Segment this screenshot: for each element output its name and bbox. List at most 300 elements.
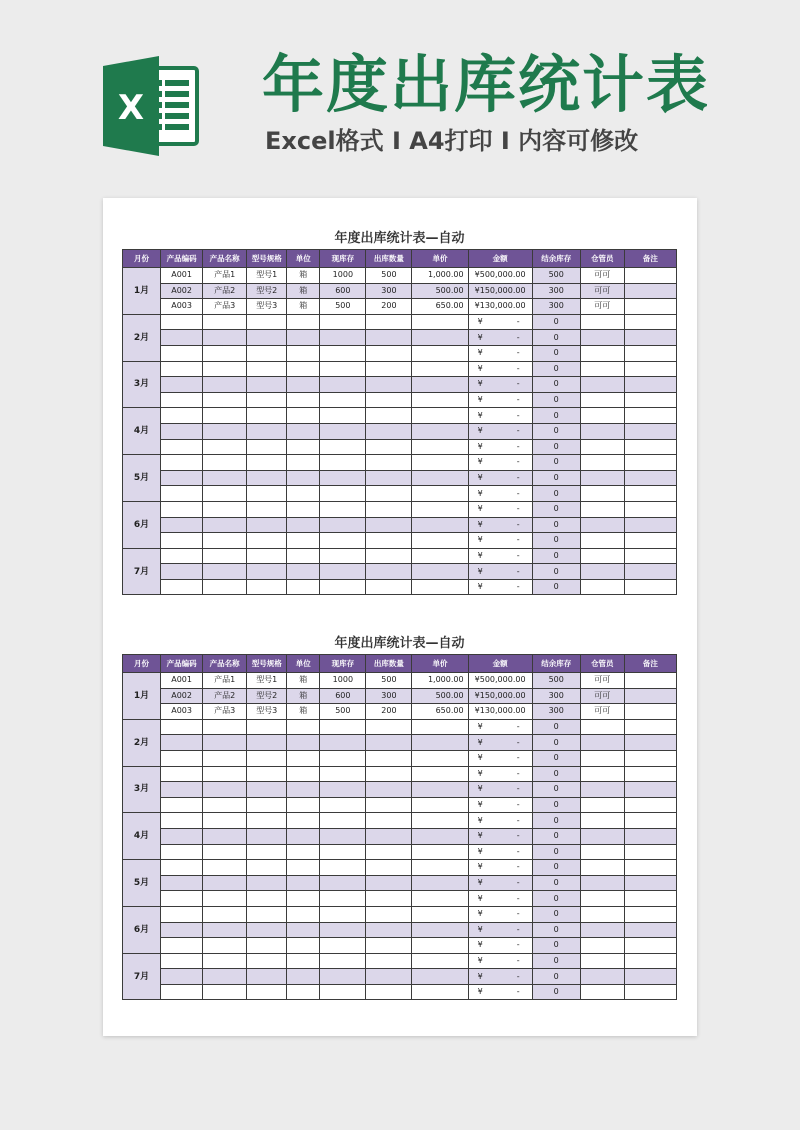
cell-keeper (580, 844, 624, 860)
cell-code: A002 (161, 283, 203, 299)
cell-keeper: 可可 (580, 704, 624, 720)
amount-dash: - (516, 457, 520, 467)
currency-symbol: ¥ (477, 550, 483, 560)
cell-balance: 0 (532, 875, 580, 891)
page-subtitle: Excel格式 I A4打印 I 内容可修改 (265, 127, 639, 155)
cell-out-qty (366, 548, 412, 564)
cell-amount (468, 439, 532, 455)
cell-price (412, 719, 468, 735)
currency-symbol: ¥ (477, 768, 483, 778)
cell-price (412, 408, 468, 424)
cell-out-qty (366, 844, 412, 860)
cell-model (247, 922, 287, 938)
cell-name (203, 548, 247, 564)
cell-out-qty: 500 (366, 673, 412, 689)
currency-symbol: ¥ (477, 987, 483, 997)
cell-keeper (580, 455, 624, 471)
cell-balance: 0 (532, 533, 580, 549)
cell-amount (468, 345, 532, 361)
cell-keeper (580, 470, 624, 486)
column-header: 出库数量 (366, 655, 412, 673)
cell-code: A001 (161, 673, 203, 689)
amount-dash: - (516, 800, 520, 810)
outbound-table (122, 249, 677, 595)
cell-note (624, 299, 676, 315)
cell-code (161, 423, 203, 439)
amount-dash: - (516, 395, 520, 405)
cell-balance: 0 (532, 938, 580, 954)
column-header: 单价 (412, 250, 468, 268)
table-row (123, 345, 677, 361)
cell-name (203, 361, 247, 377)
cell-unit (287, 564, 320, 580)
cell-keeper: 可可 (580, 283, 624, 299)
cell-unit: 箱 (287, 688, 320, 704)
cell-model (247, 750, 287, 766)
cell-out-qty (366, 719, 412, 735)
cell-balance: 0 (532, 548, 580, 564)
table-title: 年度出库统计表—自动 (334, 231, 465, 246)
currency-symbol: ¥ (477, 924, 483, 934)
cell-name (203, 501, 247, 517)
cell-code (161, 517, 203, 533)
column-header: 单位 (287, 655, 320, 673)
cell-out-qty: 500 (366, 268, 412, 284)
column-header: 单位 (287, 250, 320, 268)
column-header: 仓管员 (580, 655, 624, 673)
amount-dash: - (516, 441, 520, 451)
cell-code (161, 875, 203, 891)
cell-code (161, 797, 203, 813)
currency-symbol: ¥ (477, 457, 483, 467)
cell-price (412, 984, 468, 1000)
cell-amount (468, 875, 532, 891)
cell-unit (287, 891, 320, 907)
cell-unit (287, 797, 320, 813)
cell-unit (287, 579, 320, 595)
month-label: 2月 (123, 719, 161, 766)
cell-note (624, 564, 676, 580)
cell-unit (287, 813, 320, 829)
cell-amount (468, 828, 532, 844)
cell-price (412, 439, 468, 455)
currency-symbol: ¥ (477, 800, 483, 810)
cell-unit (287, 766, 320, 782)
cell-keeper (580, 564, 624, 580)
amount-dash: - (516, 955, 520, 965)
cell-stock (320, 828, 366, 844)
cell-name (203, 906, 247, 922)
cell-name: 产品1 (203, 673, 247, 689)
cell-balance: 0 (532, 455, 580, 471)
cell-balance: 0 (532, 797, 580, 813)
cell-code (161, 828, 203, 844)
cell-balance: 0 (532, 486, 580, 502)
table-row (123, 860, 677, 876)
cell-code: A003 (161, 704, 203, 720)
cell-note (624, 828, 676, 844)
cell-balance: 0 (532, 828, 580, 844)
cell-note (624, 953, 676, 969)
table-row (123, 314, 677, 330)
cell-model (247, 844, 287, 860)
cell-stock (320, 423, 366, 439)
cell-note (624, 455, 676, 471)
currency-symbol: ¥ (477, 940, 483, 950)
cell-stock (320, 533, 366, 549)
cell-amount: ¥130,000.00 (468, 299, 532, 315)
currency-symbol: ¥ (477, 348, 483, 358)
cell-stock (320, 345, 366, 361)
cell-out-qty (366, 392, 412, 408)
cell-unit (287, 548, 320, 564)
cell-price (412, 797, 468, 813)
column-header: 备注 (624, 250, 676, 268)
cell-name (203, 797, 247, 813)
currency-symbol: ¥ (477, 332, 483, 342)
table-row (123, 361, 677, 377)
cell-unit (287, 906, 320, 922)
cell-code (161, 548, 203, 564)
cell-balance: 0 (532, 906, 580, 922)
amount-dash: - (516, 473, 520, 483)
table-row (123, 330, 677, 346)
cell-amount (468, 906, 532, 922)
cell-note (624, 844, 676, 860)
cell-code (161, 392, 203, 408)
currency-symbol: ¥ (477, 893, 483, 903)
cell-keeper (580, 922, 624, 938)
amount-dash: - (516, 566, 520, 576)
cell-name (203, 766, 247, 782)
cell-unit (287, 314, 320, 330)
currency-symbol: ¥ (477, 784, 483, 794)
cell-keeper (580, 750, 624, 766)
cell-note (624, 579, 676, 595)
cell-keeper (580, 392, 624, 408)
cell-keeper (580, 782, 624, 798)
table-row (123, 984, 677, 1000)
cell-name (203, 486, 247, 502)
cell-out-qty (366, 579, 412, 595)
table-row (123, 953, 677, 969)
cell-code (161, 953, 203, 969)
table-row (123, 439, 677, 455)
cell-name (203, 392, 247, 408)
cell-name (203, 891, 247, 907)
cell-balance: 0 (532, 735, 580, 751)
cell-note (624, 938, 676, 954)
cell-name (203, 938, 247, 954)
cell-price: 650.00 (412, 299, 468, 315)
cell-code (161, 533, 203, 549)
table-row (123, 564, 677, 580)
cell-note (624, 813, 676, 829)
cell-amount: ¥500,000.00 (468, 673, 532, 689)
cell-note (624, 377, 676, 393)
cell-unit (287, 533, 320, 549)
cell-amount (468, 797, 532, 813)
cell-unit (287, 719, 320, 735)
amount-dash: - (516, 519, 520, 529)
cell-keeper (580, 860, 624, 876)
table-row (123, 299, 677, 315)
amount-dash: - (516, 987, 520, 997)
month-label: 3月 (123, 361, 161, 408)
column-header: 产品名称 (203, 250, 247, 268)
cell-out-qty (366, 486, 412, 502)
cell-balance: 0 (532, 345, 580, 361)
cell-amount (468, 361, 532, 377)
cell-keeper (580, 984, 624, 1000)
logo-letter: X (117, 88, 145, 128)
cell-stock (320, 782, 366, 798)
cell-amount (468, 517, 532, 533)
cell-price (412, 750, 468, 766)
cell-code (161, 501, 203, 517)
cell-amount (468, 377, 532, 393)
cell-stock (320, 953, 366, 969)
column-header: 现库存 (320, 250, 366, 268)
cell-out-qty (366, 875, 412, 891)
cell-price (412, 330, 468, 346)
column-header: 月份 (123, 655, 161, 673)
cell-keeper (580, 423, 624, 439)
cell-stock (320, 392, 366, 408)
cell-unit: 箱 (287, 673, 320, 689)
cell-model: 型号3 (247, 704, 287, 720)
cell-out-qty (366, 797, 412, 813)
table-row (123, 408, 677, 424)
cell-code (161, 938, 203, 954)
cell-out-qty (366, 361, 412, 377)
cell-note (624, 860, 676, 876)
cell-code (161, 750, 203, 766)
cell-model (247, 564, 287, 580)
cell-note (624, 782, 676, 798)
cell-keeper: 可可 (580, 673, 624, 689)
table-row (123, 533, 677, 549)
cell-price (412, 377, 468, 393)
currency-symbol: ¥ (477, 815, 483, 825)
cell-unit (287, 969, 320, 985)
cell-model (247, 439, 287, 455)
cell-model (247, 766, 287, 782)
cell-price (412, 501, 468, 517)
cell-price (412, 813, 468, 829)
cell-name: 产品3 (203, 704, 247, 720)
sheet-paper (103, 198, 697, 1036)
cell-model: 型号2 (247, 283, 287, 299)
cell-code (161, 984, 203, 1000)
outbound-table (122, 654, 677, 1000)
cell-stock (320, 408, 366, 424)
cell-name: 产品2 (203, 688, 247, 704)
cell-out-qty: 300 (366, 688, 412, 704)
cell-model (247, 719, 287, 735)
cell-keeper (580, 953, 624, 969)
cell-stock: 600 (320, 688, 366, 704)
cell-note (624, 439, 676, 455)
cell-balance: 0 (532, 579, 580, 595)
amount-dash: - (516, 815, 520, 825)
cell-keeper (580, 345, 624, 361)
cell-price (412, 470, 468, 486)
cell-out-qty (366, 735, 412, 751)
amount-dash: - (516, 878, 520, 888)
cell-model (247, 470, 287, 486)
month-label: 1月 (123, 268, 161, 315)
cell-note (624, 797, 676, 813)
cell-code (161, 408, 203, 424)
cell-keeper (580, 486, 624, 502)
cell-out-qty: 300 (366, 283, 412, 299)
table-row (123, 875, 677, 891)
cell-note (624, 922, 676, 938)
cell-keeper (580, 828, 624, 844)
cell-price (412, 860, 468, 876)
cell-stock (320, 813, 366, 829)
cell-unit (287, 361, 320, 377)
cell-model (247, 953, 287, 969)
cell-code (161, 486, 203, 502)
cell-keeper (580, 969, 624, 985)
cell-amount (468, 423, 532, 439)
table-row (123, 501, 677, 517)
cell-code (161, 361, 203, 377)
cell-balance: 0 (532, 377, 580, 393)
cell-unit (287, 922, 320, 938)
column-header: 结余库存 (532, 250, 580, 268)
cell-price: 1,000.00 (412, 268, 468, 284)
cell-name (203, 455, 247, 471)
cell-note (624, 392, 676, 408)
cell-balance: 0 (532, 392, 580, 408)
cell-price (412, 875, 468, 891)
currency-symbol: ¥ (477, 753, 483, 763)
cell-amount (468, 408, 532, 424)
cell-model (247, 579, 287, 595)
cell-out-qty (366, 533, 412, 549)
cell-price (412, 828, 468, 844)
cell-unit: 箱 (287, 299, 320, 315)
cell-out-qty (366, 501, 412, 517)
cell-stock (320, 361, 366, 377)
cell-note (624, 533, 676, 549)
cell-model: 型号3 (247, 299, 287, 315)
cell-balance: 0 (532, 408, 580, 424)
cell-stock (320, 891, 366, 907)
cell-out-qty (366, 922, 412, 938)
cell-note (624, 408, 676, 424)
amount-dash: - (516, 379, 520, 389)
cell-code (161, 969, 203, 985)
cell-note (624, 283, 676, 299)
amount-dash: - (516, 971, 520, 981)
cell-code (161, 314, 203, 330)
amount-dash: - (516, 426, 520, 436)
cell-model (247, 828, 287, 844)
cell-note (624, 314, 676, 330)
cell-unit (287, 782, 320, 798)
month-label: 6月 (123, 906, 161, 953)
currency-symbol: ¥ (477, 379, 483, 389)
cell-name (203, 969, 247, 985)
table-row (123, 579, 677, 595)
currency-symbol: ¥ (477, 317, 483, 327)
cell-stock (320, 875, 366, 891)
cell-model (247, 813, 287, 829)
cell-unit (287, 735, 320, 751)
cell-balance: 300 (532, 283, 580, 299)
column-header: 出库数量 (366, 250, 412, 268)
currency-symbol: ¥ (477, 488, 483, 498)
cell-keeper (580, 797, 624, 813)
amount-dash: - (516, 753, 520, 763)
cell-code (161, 330, 203, 346)
cell-out-qty (366, 969, 412, 985)
cell-model (247, 361, 287, 377)
table-row (123, 719, 677, 735)
currency-symbol: ¥ (477, 955, 483, 965)
column-header: 备注 (624, 655, 676, 673)
cell-balance: 0 (532, 953, 580, 969)
column-header: 型号规格 (247, 655, 287, 673)
cell-code: A002 (161, 688, 203, 704)
cell-note (624, 470, 676, 486)
cell-model (247, 735, 287, 751)
cell-unit (287, 345, 320, 361)
cell-unit (287, 423, 320, 439)
cell-name (203, 750, 247, 766)
cell-stock (320, 797, 366, 813)
currency-symbol: ¥ (477, 862, 483, 872)
currency-symbol: ¥ (477, 878, 483, 888)
cell-code (161, 782, 203, 798)
month-label: 4月 (123, 408, 161, 455)
table-row (123, 766, 677, 782)
cell-model (247, 408, 287, 424)
amount-dash: - (516, 317, 520, 327)
cell-balance: 500 (532, 268, 580, 284)
amount-dash: - (516, 410, 520, 420)
column-header: 仓管员 (580, 250, 624, 268)
cell-out-qty (366, 455, 412, 471)
cell-model (247, 455, 287, 471)
amount-dash: - (516, 924, 520, 934)
cell-price (412, 782, 468, 798)
cell-name (203, 953, 247, 969)
cell-note (624, 766, 676, 782)
cell-keeper (580, 766, 624, 782)
cell-price (412, 517, 468, 533)
cell-unit: 箱 (287, 704, 320, 720)
cell-unit (287, 844, 320, 860)
cell-balance: 0 (532, 969, 580, 985)
cell-name (203, 314, 247, 330)
cell-name (203, 828, 247, 844)
table-row (123, 828, 677, 844)
cell-amount: ¥130,000.00 (468, 704, 532, 720)
cell-name (203, 782, 247, 798)
cell-note (624, 330, 676, 346)
table-row (123, 704, 677, 720)
cell-note (624, 345, 676, 361)
cell-price: 1,000.00 (412, 673, 468, 689)
cell-balance: 0 (532, 844, 580, 860)
cell-keeper (580, 501, 624, 517)
cell-unit (287, 501, 320, 517)
